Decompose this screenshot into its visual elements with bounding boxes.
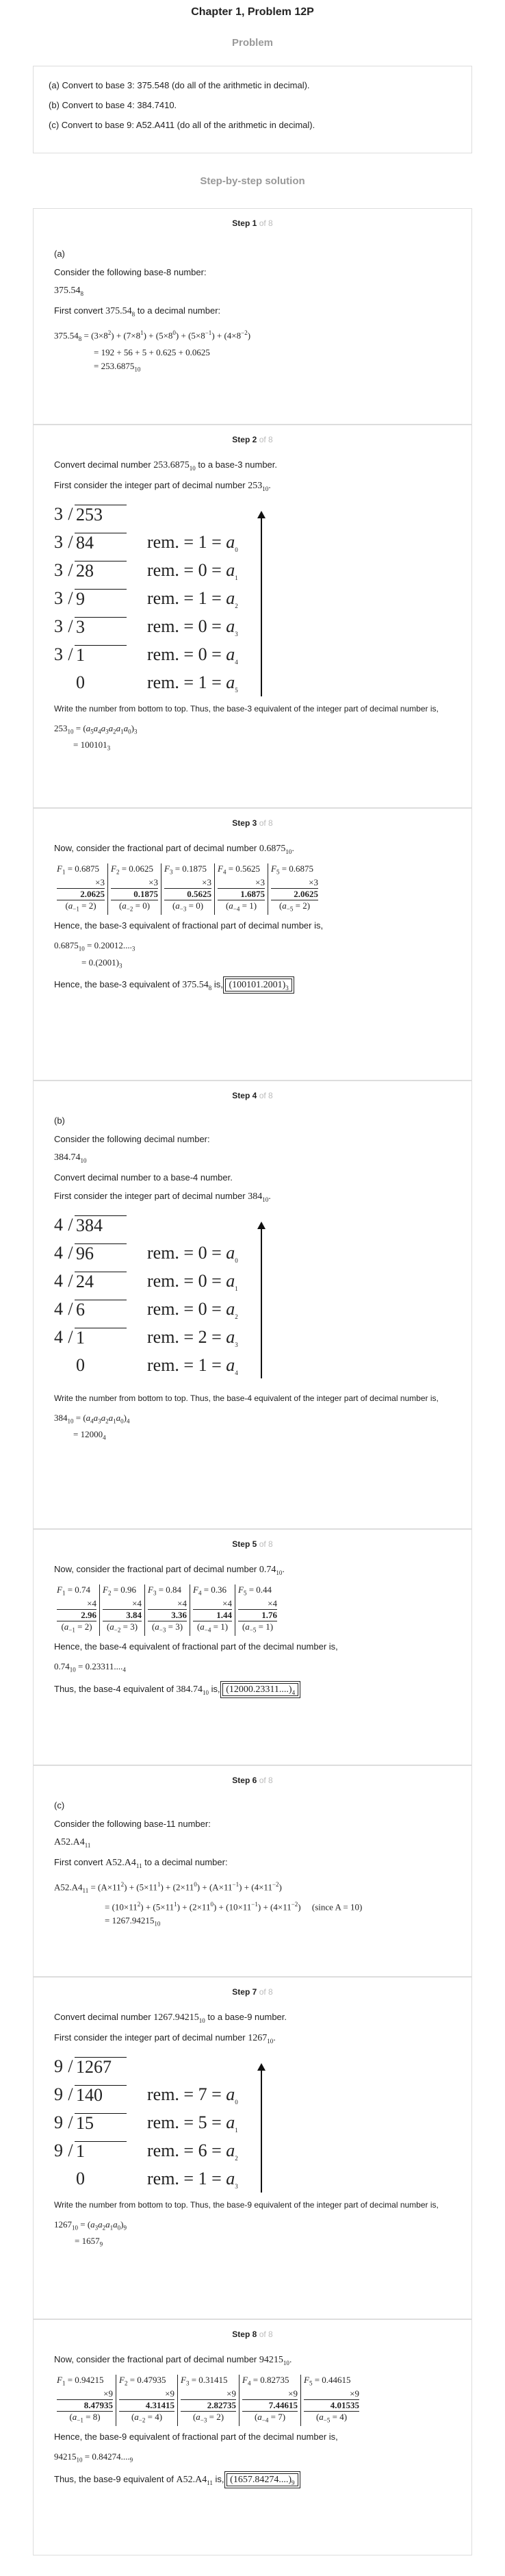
step-5-text-2: Hence, the base-4 equivalent of fractional part of the decimal number is, — [54, 1641, 338, 1652]
step-4-text-3: First consider the integer part of decimal number $384_{10}$. — [54, 1190, 271, 1203]
step-6-text-1: Consider the following base-11 number: — [54, 1819, 211, 1829]
step-1-text-2: First convert $375.54_8$ to a decimal number: — [54, 305, 221, 318]
step-8-text-3: Thus, the base-9 equivalent of $A52.A4_{11}$ is, $(1657.84274....)_9$ — [54, 2474, 451, 2486]
step-3-fraction-table: $F_1 = 0.6875$ ×3 2.0625 $(a_{-1} = 2)$ $F_2 = 0.0625$ ×3 0.1875 $(a_{-2} = 0)$ $F_3 = 0.1875$ ×3 0.5625 $(a_{-3} = 0)$ $F_4 = 0.5625$ ×3 1.6875 $(a_{-4} = 1)$ $F_5 = 0.6875$ ×3 2.0625 $(a_{-5} = 2)$ — [54, 863, 451, 915]
step-2-card — [33, 425, 472, 808]
step-2-long-division: 3 / 253 3 / 84 rem. = $1 = a_0$ 3 / 28 rem. = $0 = a_1$ 3 / 9 rem. = $1 = a_2$ 3 / 3 rem. = $0 = a_3$ 3 / 1 rem. = $0 = a_4$ 0 rem. = $1 = a_5$ — [54, 501, 451, 697]
step-4-text-1: Consider the following decimal number: — [54, 1134, 210, 1144]
step-7-header: Step 7 of 8 — [232, 1987, 273, 1997]
problem-part-a: (a) Convert to base 3: 375.548 (do all of the arithmetic in decimal). — [49, 80, 310, 90]
step-6-text-2: First convert $A52.A4_{11}$ to a decimal number: — [54, 1856, 228, 1869]
step-7-card — [33, 1977, 472, 2319]
step-7-text-1: Convert decimal number $1267.94215_{10}$ to a base-9 number. — [54, 2012, 287, 2024]
problem-part-c: (c) Convert to base 9: A52.A411 (do all of the arithmetic in decimal). — [49, 120, 315, 130]
step-2-result: $253_{10} = (a_5a_4a_3a_2a_1a_0)_3$ = $100101_3$ — [54, 722, 138, 752]
step-4-text-2: Convert decimal number to a base-4 number. — [54, 1172, 233, 1183]
step-5-text-1: Now, consider the fractional part of decimal number $0.74_{10}$. — [54, 1564, 285, 1576]
step-1-number: $375.54_8$ — [54, 286, 83, 297]
step-5-card — [33, 1529, 472, 1765]
step-2-text-2: First consider the integer part of decimal number $253_{10}$. — [54, 479, 271, 492]
step-4-result: $384_{10} = (a_4a_3a_2a_1a_0)_4$ = $12000_4$ — [54, 1412, 130, 1441]
step-2-text-3: Write the number from bottom to top. Thus, the base-3 equivalent of the integer part of decimal number is, — [54, 703, 439, 714]
step-6-number: $A52.A4_{11}$ — [54, 1837, 91, 1849]
step-1-header: Step 1 of 8 — [232, 218, 273, 228]
step-1-equation: $375.54_8 = (3\times 8^2) + (7\times 8^1) + (5\times 8^0) + (5\times 8^{-1}) + (4\times 8^{-2})$ = 192 + 56 + 5 + 0.625 + 0.0625 = $253.6875_{10}$ — [54, 329, 251, 373]
step-5-result: $0.74_{10} = 0.23311...._4$ — [54, 1660, 126, 1674]
up-arrow-icon — [261, 2069, 262, 2193]
step-6-equation: $A52.A4_{11} = (A\times 11^2) + (5\times 11^1) + (2\times 11^0) + (A\times 11^{-1}) + (4\times 11^{-2})$ = $(10\times 11^2) + (5\times 11^1) + (2\times 11^0) + (10\times 11^{-1}) + (4\times 11^{-2})$ (since A = 10) = $1267.94215_{10}$ — [54, 1880, 363, 1928]
step-4-header: Step 4 of 8 — [232, 1091, 273, 1100]
step-2-text-1: Convert decimal number $253.6875_{10}$ to a base-3 number. — [54, 459, 278, 472]
step-3-card — [33, 808, 472, 1081]
problem-card — [33, 66, 472, 153]
step-4-part: (b) — [54, 1115, 65, 1126]
step-6-header: Step 6 of 8 — [232, 1776, 273, 1785]
problem-part-b: (b) Convert to base 4: 384.7410. — [49, 100, 177, 110]
step-1-part: (a) — [54, 249, 65, 259]
step-8-text-1: Now, consider the fractional part of decimal number $94215_{10}$. — [54, 2354, 292, 2366]
step-4-number: $384.74_{10}$ — [54, 1152, 87, 1164]
step-5-answer: $(12000.23311....)_4$ — [222, 1683, 298, 1696]
step-3-text-3: Hence, the base-3 equivalent of $375.54_8$ is, $(100101.2001)_3$ — [54, 979, 451, 992]
step-1-card — [33, 208, 472, 425]
step-4-long-division: 4 / 384 4 / 96 rem. = $0 = a_0$ 4 / 24 rem. = $0 = a_1$ 4 / 6 rem. = $0 = a_2$ 4 / 1 rem. = $2 = a_3$ 0 rem. = $1 = a_4$ — [54, 1211, 451, 1380]
step-7-result: $1267_{10} = (a_3a_2a_1a_0)_9$ = $1657_9$ — [54, 2219, 127, 2248]
step-6-card — [33, 1765, 472, 1977]
step-3-text-2: Hence, the base-3 equivalent of fractional part of decimal number is, — [54, 920, 324, 931]
step-8-answer: $(1657.84274....)_9$ — [226, 2473, 298, 2486]
step-8-fraction-table: $F_1 = 0.94215$ ×9 8.47935 $(a_{-1} = 8)$ $F_2 = 0.47935$ ×9 4.31415 $(a_{-2} = 4)$ $F_3 = 0.31415$ ×9 2.82735 $(a_{-3} = 2)$ $F_4 = 0.82735$ ×9 7.44615 $(a_{-4} = 7)$ $F_5 = 0.44615$ ×9 4.01535 $(a_{-5} = 4)$ — [54, 2375, 451, 2426]
step-1-text-1: Consider the following base-8 number: — [54, 267, 207, 277]
problem-heading: Problem — [231, 37, 273, 49]
step-4-card — [33, 1081, 472, 1529]
step-3-result: $0.6875_{10} = 0.20012...._3$ = $0.(2001)_3$ — [54, 939, 135, 970]
step-5-fraction-table: $F_1 = 0.74$ ×4 2.96 $(a_{-1} = 2)$ $F_2 = 0.96$ ×4 3.84 $(a_{-2} = 3)$ $F_3 = 0.84$ ×4 3.36 $(a_{-3} = 3)$ $F_4 = 0.36$ ×4 1.44 $(a_{-4} = 1)$ $F_5 = 0.44$ ×4 1.76 $(a_{-5} = 1)$ — [54, 1584, 451, 1636]
step-6-part: (c) — [54, 1800, 65, 1810]
step-5-text-3: Thus, the base-4 equivalent of $384.74_{10}$ is, $(12000.23311....)_4$ — [54, 1684, 451, 1696]
step-5-header: Step 5 of 8 — [232, 1539, 273, 1549]
step-3-text-1: Now, consider the fractional part of decimal number $0.6875_{10}$. — [54, 843, 295, 855]
solution-heading: Step-by-step solution — [200, 175, 305, 187]
step-7-long-division: 9 / 1267 9 / 140 rem. = $7 = a_0$ 9 / 15 rem. = $5 = a_1$ 9 / 1 rem. = $6 = a_2$ 0 rem. = $1 = a_3$ — [54, 2053, 451, 2193]
step-4-text-4: Write the number from bottom to top. Thus, the base-4 equivalent of the integer part of decimal number is, — [54, 1393, 439, 1403]
step-3-header: Step 3 of 8 — [232, 818, 273, 828]
up-arrow-icon — [261, 1228, 262, 1378]
step-2-header: Step 2 of 8 — [232, 435, 273, 444]
step-3-answer: $(100101.2001)_3$ — [225, 978, 292, 992]
page-title: Chapter 1, Problem 12P — [191, 6, 314, 18]
step-8-result: $94215_{10} = 0.84274...._9$ — [54, 2451, 133, 2464]
step-8-text-2: Hence, the base-9 equivalent of fractional part of the decimal number is, — [54, 2431, 338, 2442]
up-arrow-icon — [261, 517, 262, 696]
step-8-card — [33, 2319, 472, 2555]
step-7-text-3: Write the number from bottom to top. Thus, the base-9 equivalent of the integer part of decimal number is, — [54, 2199, 439, 2210]
step-8-header: Step 8 of 8 — [232, 2329, 273, 2339]
step-7-text-2: First consider the integer part of decimal number $1267_{10}$. — [54, 2032, 276, 2045]
